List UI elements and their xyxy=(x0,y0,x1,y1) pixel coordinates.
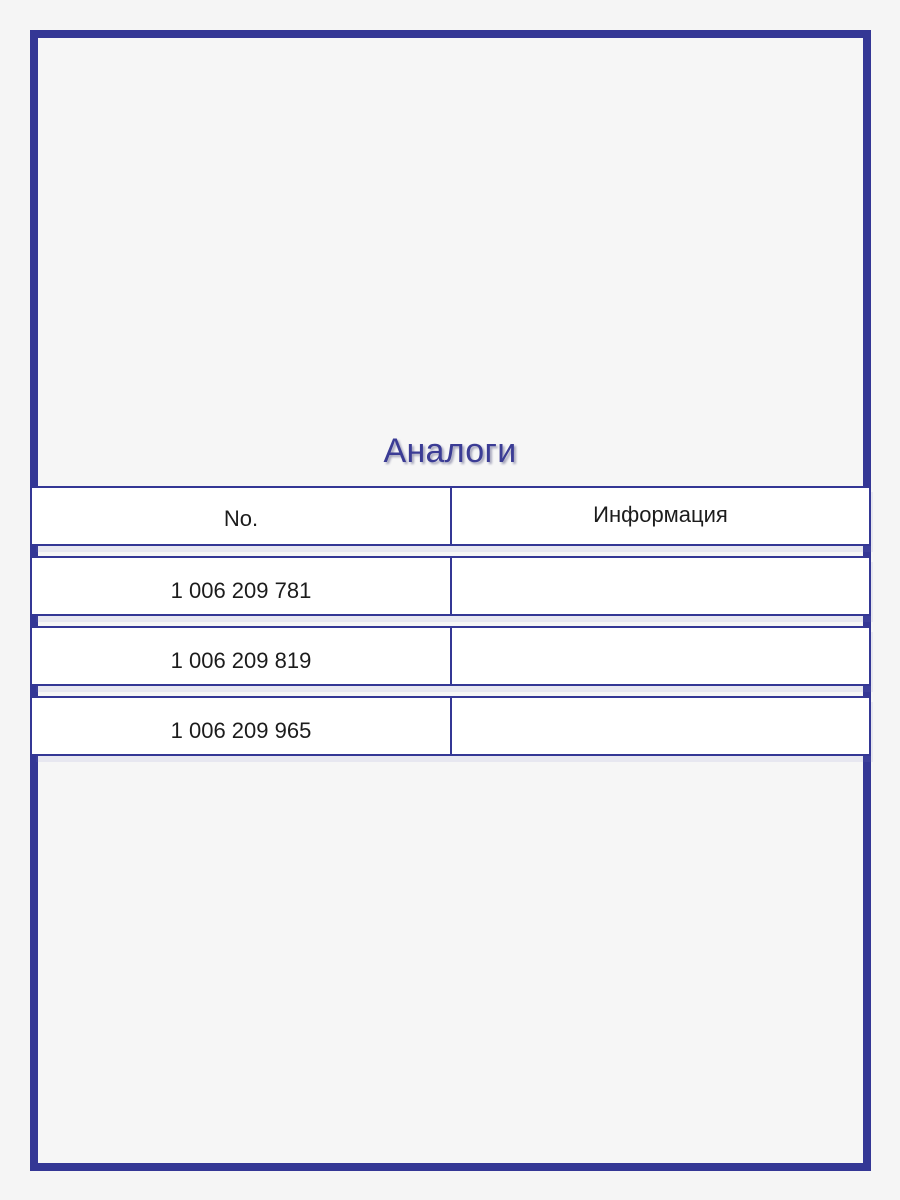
table-row xyxy=(30,556,871,616)
page-title: Аналоги xyxy=(383,432,517,470)
part-number-cell: 1 006 209 819 xyxy=(30,626,451,686)
analogs-table xyxy=(30,486,871,766)
table-row xyxy=(30,696,871,756)
info-cell xyxy=(451,626,871,686)
part-number-cell: 1 006 209 965 xyxy=(30,696,451,756)
header-cell-no: No. xyxy=(30,486,451,546)
header-cell-info: Информация xyxy=(451,486,871,546)
info-cell xyxy=(451,696,871,756)
table-row xyxy=(30,626,871,686)
table-header-row xyxy=(30,486,871,546)
info-cell xyxy=(451,556,871,616)
part-number-cell: 1 006 209 781 xyxy=(30,556,451,616)
